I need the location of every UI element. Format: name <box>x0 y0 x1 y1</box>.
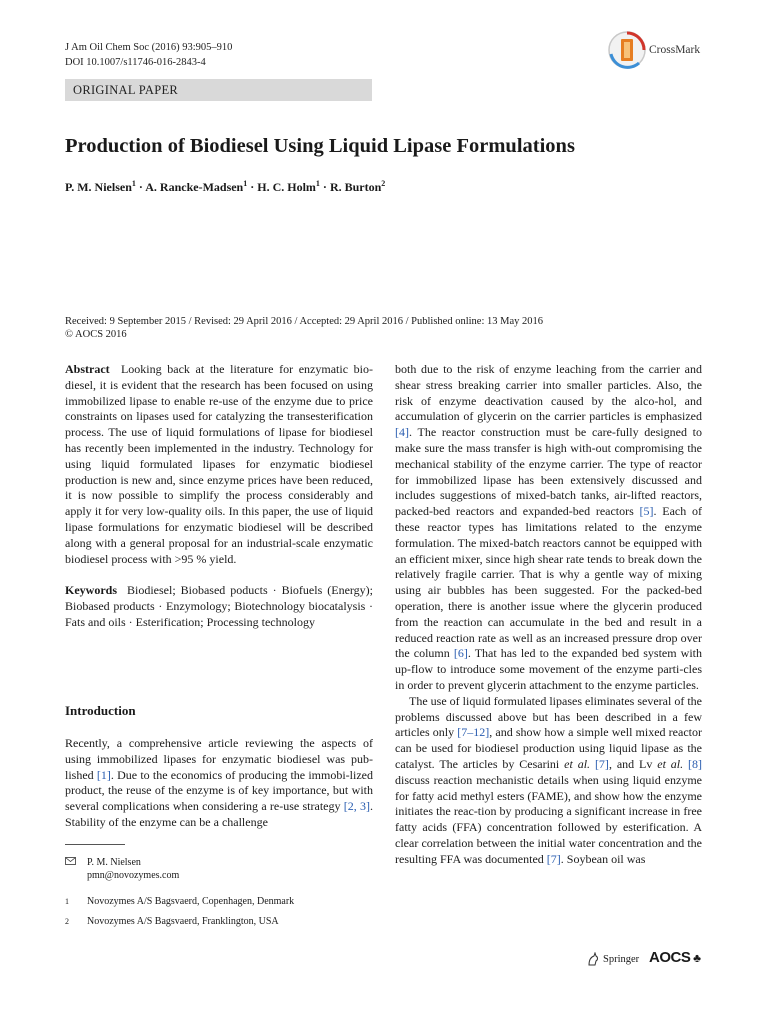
corresponding-author <box>65 856 179 882</box>
citation-link[interactable]: [7] <box>594 756 609 771</box>
right-column <box>395 362 702 868</box>
springer-logo <box>587 952 639 966</box>
citation-link[interactable]: [4] <box>395 425 409 440</box>
citation-link[interactable]: [7–12] <box>457 725 490 740</box>
introduction-body <box>65 736 373 831</box>
publication-history <box>65 315 543 341</box>
footnote-divider <box>65 844 125 845</box>
contact-name: P. M. Nielsen <box>87 857 141 868</box>
envelope-icon <box>65 856 87 869</box>
abstract-text: Looking back at the literature for enzymatic bio-diesel, it is evident that the research has been focused on using immobilized lipase to enable re-use of the enzyme due to price constraints on lipases used for catalyzing the transesterification process. The use of liquid formulations of lipase for biodiesel has recently been implemented in the industry. Technology for using liquid formulated lipases for enzymatic biodiesel production is new and, since enzyme prices have been reduced, it is now possible to simplify the process considerably and apply it for very low-quality oils. In this paper, the use of liquid lipase formulations for enzymatic biodiesel will be described along with a general proposal for an industrial-scale enzymatic biodiesel process with >95 % yield. <box>65 362 373 566</box>
affiliation-ref: 1 <box>243 179 248 188</box>
affiliation-ref: 1 <box>131 179 136 188</box>
author-name[interactable]: P. M. Nielsen <box>65 180 132 194</box>
doi[interactable]: DOI 10.1007/s11746-016-2843-4 <box>65 57 206 68</box>
affiliation-ref: 2 <box>381 179 386 188</box>
springer-label: Springer <box>603 953 640 965</box>
citation-link[interactable]: [2, 3] <box>343 799 370 814</box>
citation-link[interactable]: [8] <box>688 756 703 771</box>
author-name[interactable]: A. Rancke-Madsen <box>145 180 244 194</box>
crossmark-icon[interactable] <box>607 30 647 70</box>
author-name[interactable]: R. Burton <box>329 180 382 194</box>
copyright: © AOCS 2016 <box>65 329 127 340</box>
paragraph: Recently, a comprehensive article reviewing the aspects of using immobilized lipases for enzymatic biodiesel was pub-lished [1]. Due to the economics of producing the immobi-lized product, the reuse of the enzyme is of key importance, but with several complications when considering a re-use strategy [2, 3]. Stability of the enzyme can be a challenge <box>65 736 373 829</box>
author-name[interactable]: H. C. Holm <box>257 180 316 194</box>
citation-link[interactable]: [5] <box>639 504 654 519</box>
journal-citation: J Am Oil Chem Soc (2016) 93:905–910 <box>65 42 233 53</box>
section-heading-introduction: Introduction <box>65 703 136 718</box>
contact-email[interactable]: pmn@novozymes.com <box>87 870 180 881</box>
left-column <box>65 362 373 631</box>
citation-link[interactable]: [7] <box>546 851 561 866</box>
paragraph: The use of liquid formulated lipases eliminates several of the problems discussed above but has been described in a few articles only [7–12], and show how a simple well mixed reactor can be used for biodiesel production using liquid lipase as the catalyst. The articles by Cesarini et al. [7], and Lv et al. [8] discuss reaction mechanistic details when using liquid enzyme for fatty acid methyl esters (FAME), and show how the enzyme initiates the reac-tion by producing a significant increase in free fatty acids (FFA) concentration followed by esterification. A clear correlation between the initial water concentration and the resulting FFA was documented [7]. Soybean oil was <box>395 693 703 866</box>
article-type-banner: ORIGINAL PAPER <box>65 79 372 101</box>
keywords <box>65 583 373 630</box>
history-dates: Received: 9 September 2015 / Revised: 29 April 2016 / Accepted: 29 April 2016 / Published online: 13 May 2016 <box>65 316 543 327</box>
keywords-text: Biodiesel; Biobased poducts · Biofuels (Energy); Biobased products · Enzymology; Biotechnology biocatalysis · Fats and oils · Esterification; Processing technology <box>65 583 374 629</box>
citation-link[interactable]: [1] <box>96 767 111 782</box>
affiliation-1: 1 Novozymes A/S Bagsvaerd, Copenhagen, Denmark <box>65 896 295 907</box>
author-list: P. M. Nielsen$^1$ · A. Rancke-Madsen$^1$ · H. C. Holm$^1$ · R. Burton$^2$ <box>65 179 386 194</box>
keywords-label: Keywords <box>65 583 117 598</box>
citation-link[interactable]: [6] <box>453 646 468 661</box>
crossmark-label[interactable]: CrossMark <box>649 44 701 56</box>
aocs-logo: AOCS ♣ <box>649 949 701 966</box>
paper-title: Production of Biodiesel Using Liquid Lipase Formulations <box>65 135 575 157</box>
affiliation-2: 2 Novozymes A/S Bagsvaerd, Franklington, USA <box>65 916 279 927</box>
springer-horse-icon <box>587 952 599 966</box>
affiliation-ref: 1 <box>315 179 320 188</box>
paragraph: both due to the risk of enzyme leaching from the carrier and shear stress breaking carrier into smaller particles. Also, the risk of enzyme deactivation caused by the alco-hol, and accumulation of glycerin on the carrier particles is emphasized [4]. The reactor construction must be care-fully designed to make sure the mass transfer is high with-out compromising the mechanical stability of the enzyme carrier. The type of reactor for immobilized lipase has been extensively discussed and includes suggestions of mixed-batch tanks, air-lifted reactors, packed-bed reactors and expanded-bed reactors [5]. Each of these reactor types has limitations related to the enzyme formulation. The mixed-batch reactors cannot be equipped with an efficient mixer, since high shear rate tends to break down the relatively fragile carrier. That is why a gentle way of mixing using air bubbles has been suggested. For the packed-bed operation, there is another issue where the glycerin produced from the reaction can accumulate in the bed and result in a reduced reaction rate as well as an increased pressure drop over the column [6]. That has led to the expanded bed system with up-flow to introduce some movement of the enzyme parti-cles in order to prevent glycerin attachment to the enzyme particles. <box>395 362 702 692</box>
abstract <box>65 362 373 567</box>
abstract-label: Abstract <box>65 362 110 376</box>
